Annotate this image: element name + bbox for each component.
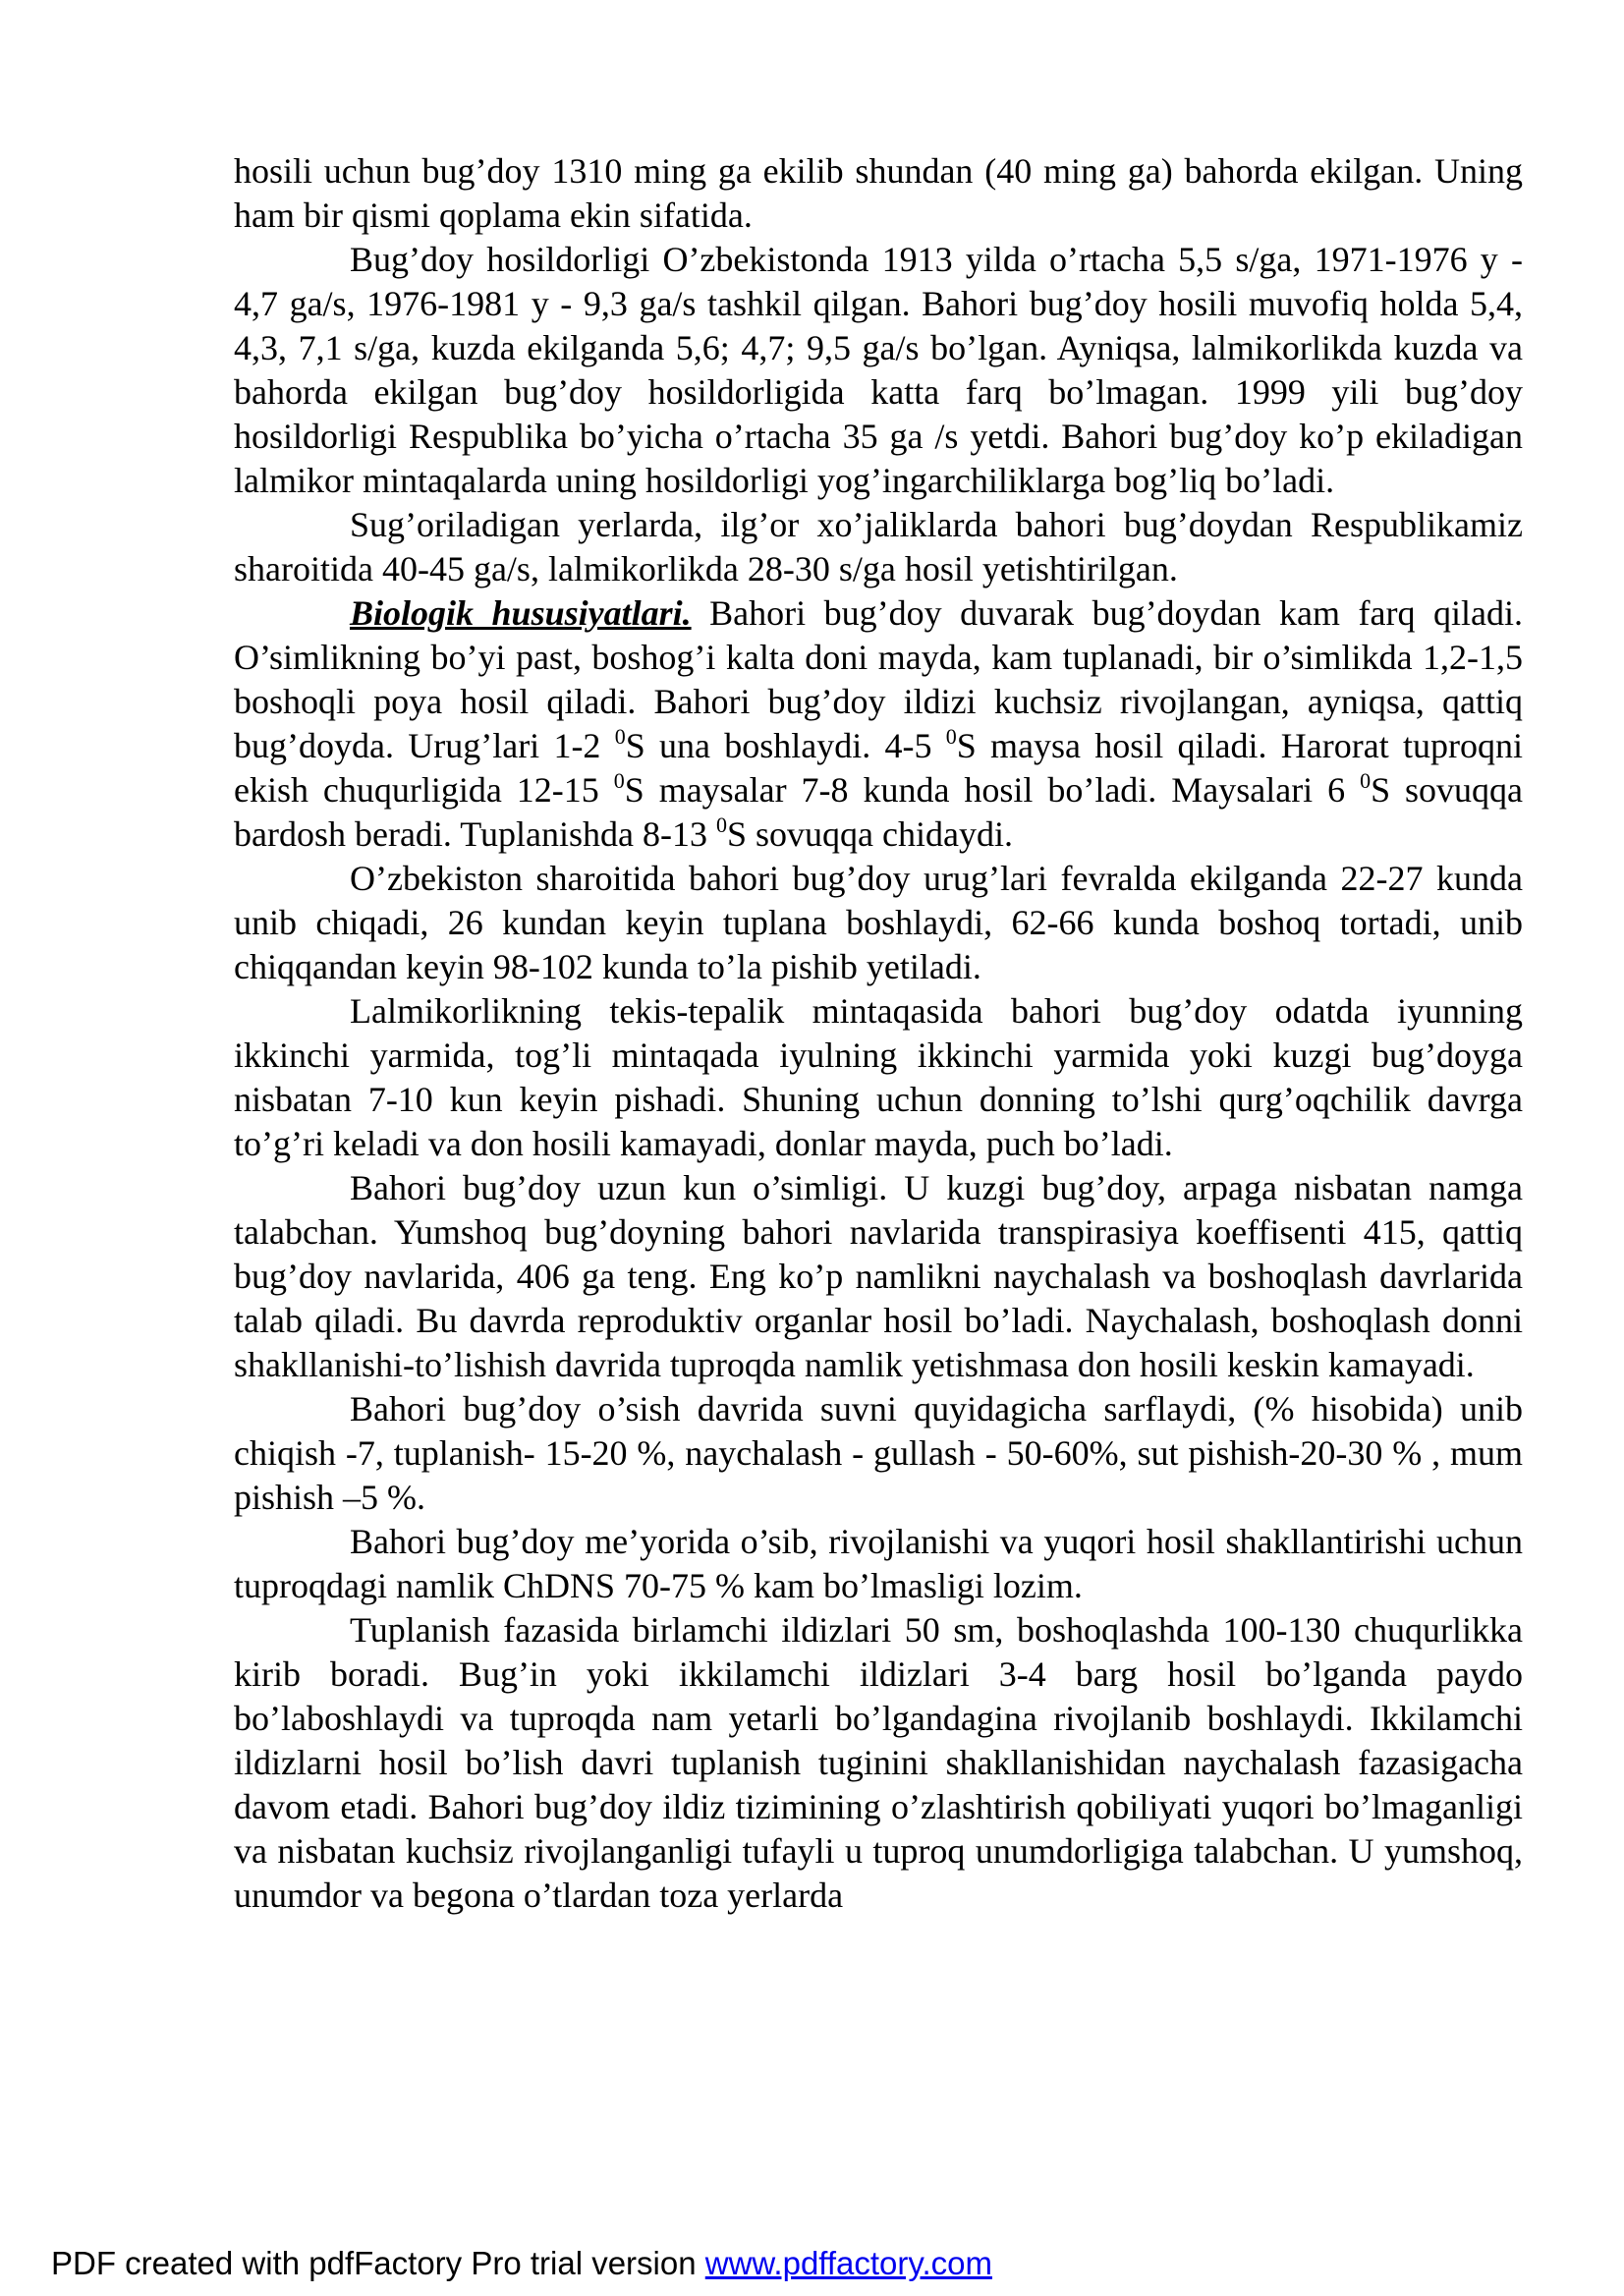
paragraph-10: Tuplanish fazasida birlamchi ildizlari 50 sm, boshoqlashda 100-130 chuqurlikka kirib boradi. Bug’in yoki ikkilamchi ildizlari 3-4 barg hosil bo’lganda paydo bo’laboshlaydi va tuproqda nam yetarli bo’lgandagina rivojlanib boshlaydi. Ikkilamchi ildizlarni hosil bo’lish davri tuplanish tuginini shakllanishidan naychalash fazasigacha davom etadi. Bahori bug’doy ildiz tizimining o’zlashtirish qobiliyati yuqori bo’lmaganligi va nisbatan kuchsiz rivojlanganligi tufayli u tuproq unumdorligiga talabchan. U yumshoq, unumdor va begona o’tlardan toza yerlarda [234, 1610, 1523, 1915]
paragraph-4 [234, 591, 1523, 857]
paragraph-9: Bahori bug’doy me’yorida o’sib, rivojlanishi va yuqori hosil shakllantirishi uchun tuproqdagi namlik ChDNS 70-75 % kam bo’lmasligi lozim. [234, 1522, 1523, 1605]
degree-sup-4: 0 [1360, 768, 1372, 793]
pdf-footer [51, 2244, 992, 2283]
degree-sup-3: 0 [613, 768, 625, 793]
paragraph-4-text-3: S maysa hosil qiladi. Harorat tuproqni ekish chuqurligida 12-15 [234, 726, 1523, 810]
section-heading: Biologik hususiyatlari. [350, 593, 692, 633]
paragraph-3: Sug’oriladigan yerlarda, ilg’or xo’jaliklarda bahori bug’doydan Respublikamiz sharoitida 40-45 ga/s, lalmikorlikda 28-30 s/ga hosil yetishtirilgan. [234, 505, 1523, 588]
paragraph-8: Bahori bug’doy o’sish davrida suvni quyidagicha sarflaydi, (% hisobida) unib chiqish -7, tuplanish- 15-20 %, naychalash - gullash - 50-60%, sut pishish-20-30 % , mum pishish –5 %. [234, 1389, 1523, 1517]
paragraph-2: Bug’doy hosildorligi O’zbekistonda 1913 yilda o’rtacha 5,5 s/ga, 1971-1976 y - 4,7 ga/s, 1976-1981 y - 9,3 ga/s tashkil qilgan. Bahori bug’doy hosili muvofiq holda 5,4, 4,3, 7,1 s/ga, kuzda ekilganda 5,6; 4,7; 9,5 ga/s bo’lgan. Ayniqsa, lalmikorlikda kuzda va bahorda ekilgan bug’doy hosildorligida katta farq bo’lmagan. 1999 yili bug’doy hosildorligi Respublika bo’yicha o’rtacha 35 ga /s yetdi. Bahori bug’doy ko’p ekiladigan lalmikor mintaqalarda uning hosildorligi yog’ingarchiliklarga bog’liq bo’ladi. [234, 240, 1523, 500]
paragraph-4-text-2: S una boshlaydi. 4-5 [625, 726, 946, 765]
document-body [234, 149, 1523, 1918]
paragraph-4-text-5: S sovuqqa bardosh beradi. Tuplanishda 8-13 [234, 770, 1524, 854]
paragraph-4-text-4: S maysalar 7-8 kunda hosil bo’ladi. Maysalari 6 [624, 770, 1361, 810]
footer-link[interactable]: www.pdffactory.com [704, 2245, 992, 2281]
degree-sup-1: 0 [614, 724, 626, 749]
paragraph-4-text-1: Bahori bug’doy duvarak bug’doydan kam farq qiladi. O’simlikning bo’yi past, boshog’i kalta doni mayda, kam tuplanadi, bir o’simlikda 1,2-1,5 boshoqli poya hosil qiladi. Bahori bug’doy ildizi kuchsiz rivojlangan, ayniqsa, qattiq bug’doyda. Urug’lari 1-2 [234, 593, 1523, 765]
paragraph-5: O’zbekiston sharoitida bahori bug’doy urug’lari fevralda ekilganda 22-27 kunda unib chiqadi, 26 kundan keyin tuplana boshlaydi, 62-66 kunda boshoq tortadi, unib chiqqandan keyin 98-102 kunda to’la pishib yetiladi. [234, 859, 1523, 986]
paragraph-1: hosili uchun bug’doy 1310 ming ga ekilib shundan (40 ming ga) bahorda ekilgan. Uning ham bir qismi qoplama ekin sifatida. [234, 151, 1523, 235]
paragraph-6: Lalmikorlikning tekis-tepalik mintaqasida bahori bug’doy odatda iyunning ikkinchi yarmida, tog’li mintaqada iyulning ikkinchi yarmida yoki kuzgi bug’doyga nisbatan 7-10 kun keyin pishadi. Shuning uchun donning to’lshi qurg’oqchilik davrga to’g’ri keladi va don hosili kamayadi, donlar mayda, puch bo’ladi. [234, 991, 1523, 1163]
paragraph-4-text-6: S sovuqqa chidaydi. [726, 814, 1013, 854]
degree-sup-5: 0 [715, 812, 727, 837]
degree-sup-2: 0 [945, 724, 957, 749]
footer-text: PDF created with pdfFactory Pro trial version [51, 2245, 705, 2281]
paragraph-7: Bahori bug’doy uzun kun o’simligi. U kuzgi bug’doy, arpaga nisbatan namga talabchan. Yumshoq bug’doyning bahori navlarida transpirasiya koeffisenti 415, qattiq bug’doy navlarida, 406 ga teng. Eng ko’p namlikni naychalash va boshoqlash davrlarida talab qiladi. Bu davrda reproduktiv organlar hosil bo’ladi. Naychalash, boshoqlash donni shakllanishi-to’lishish davrida tuproqda namlik yetishmasa don hosili keskin kamayadi. [234, 1168, 1523, 1384]
